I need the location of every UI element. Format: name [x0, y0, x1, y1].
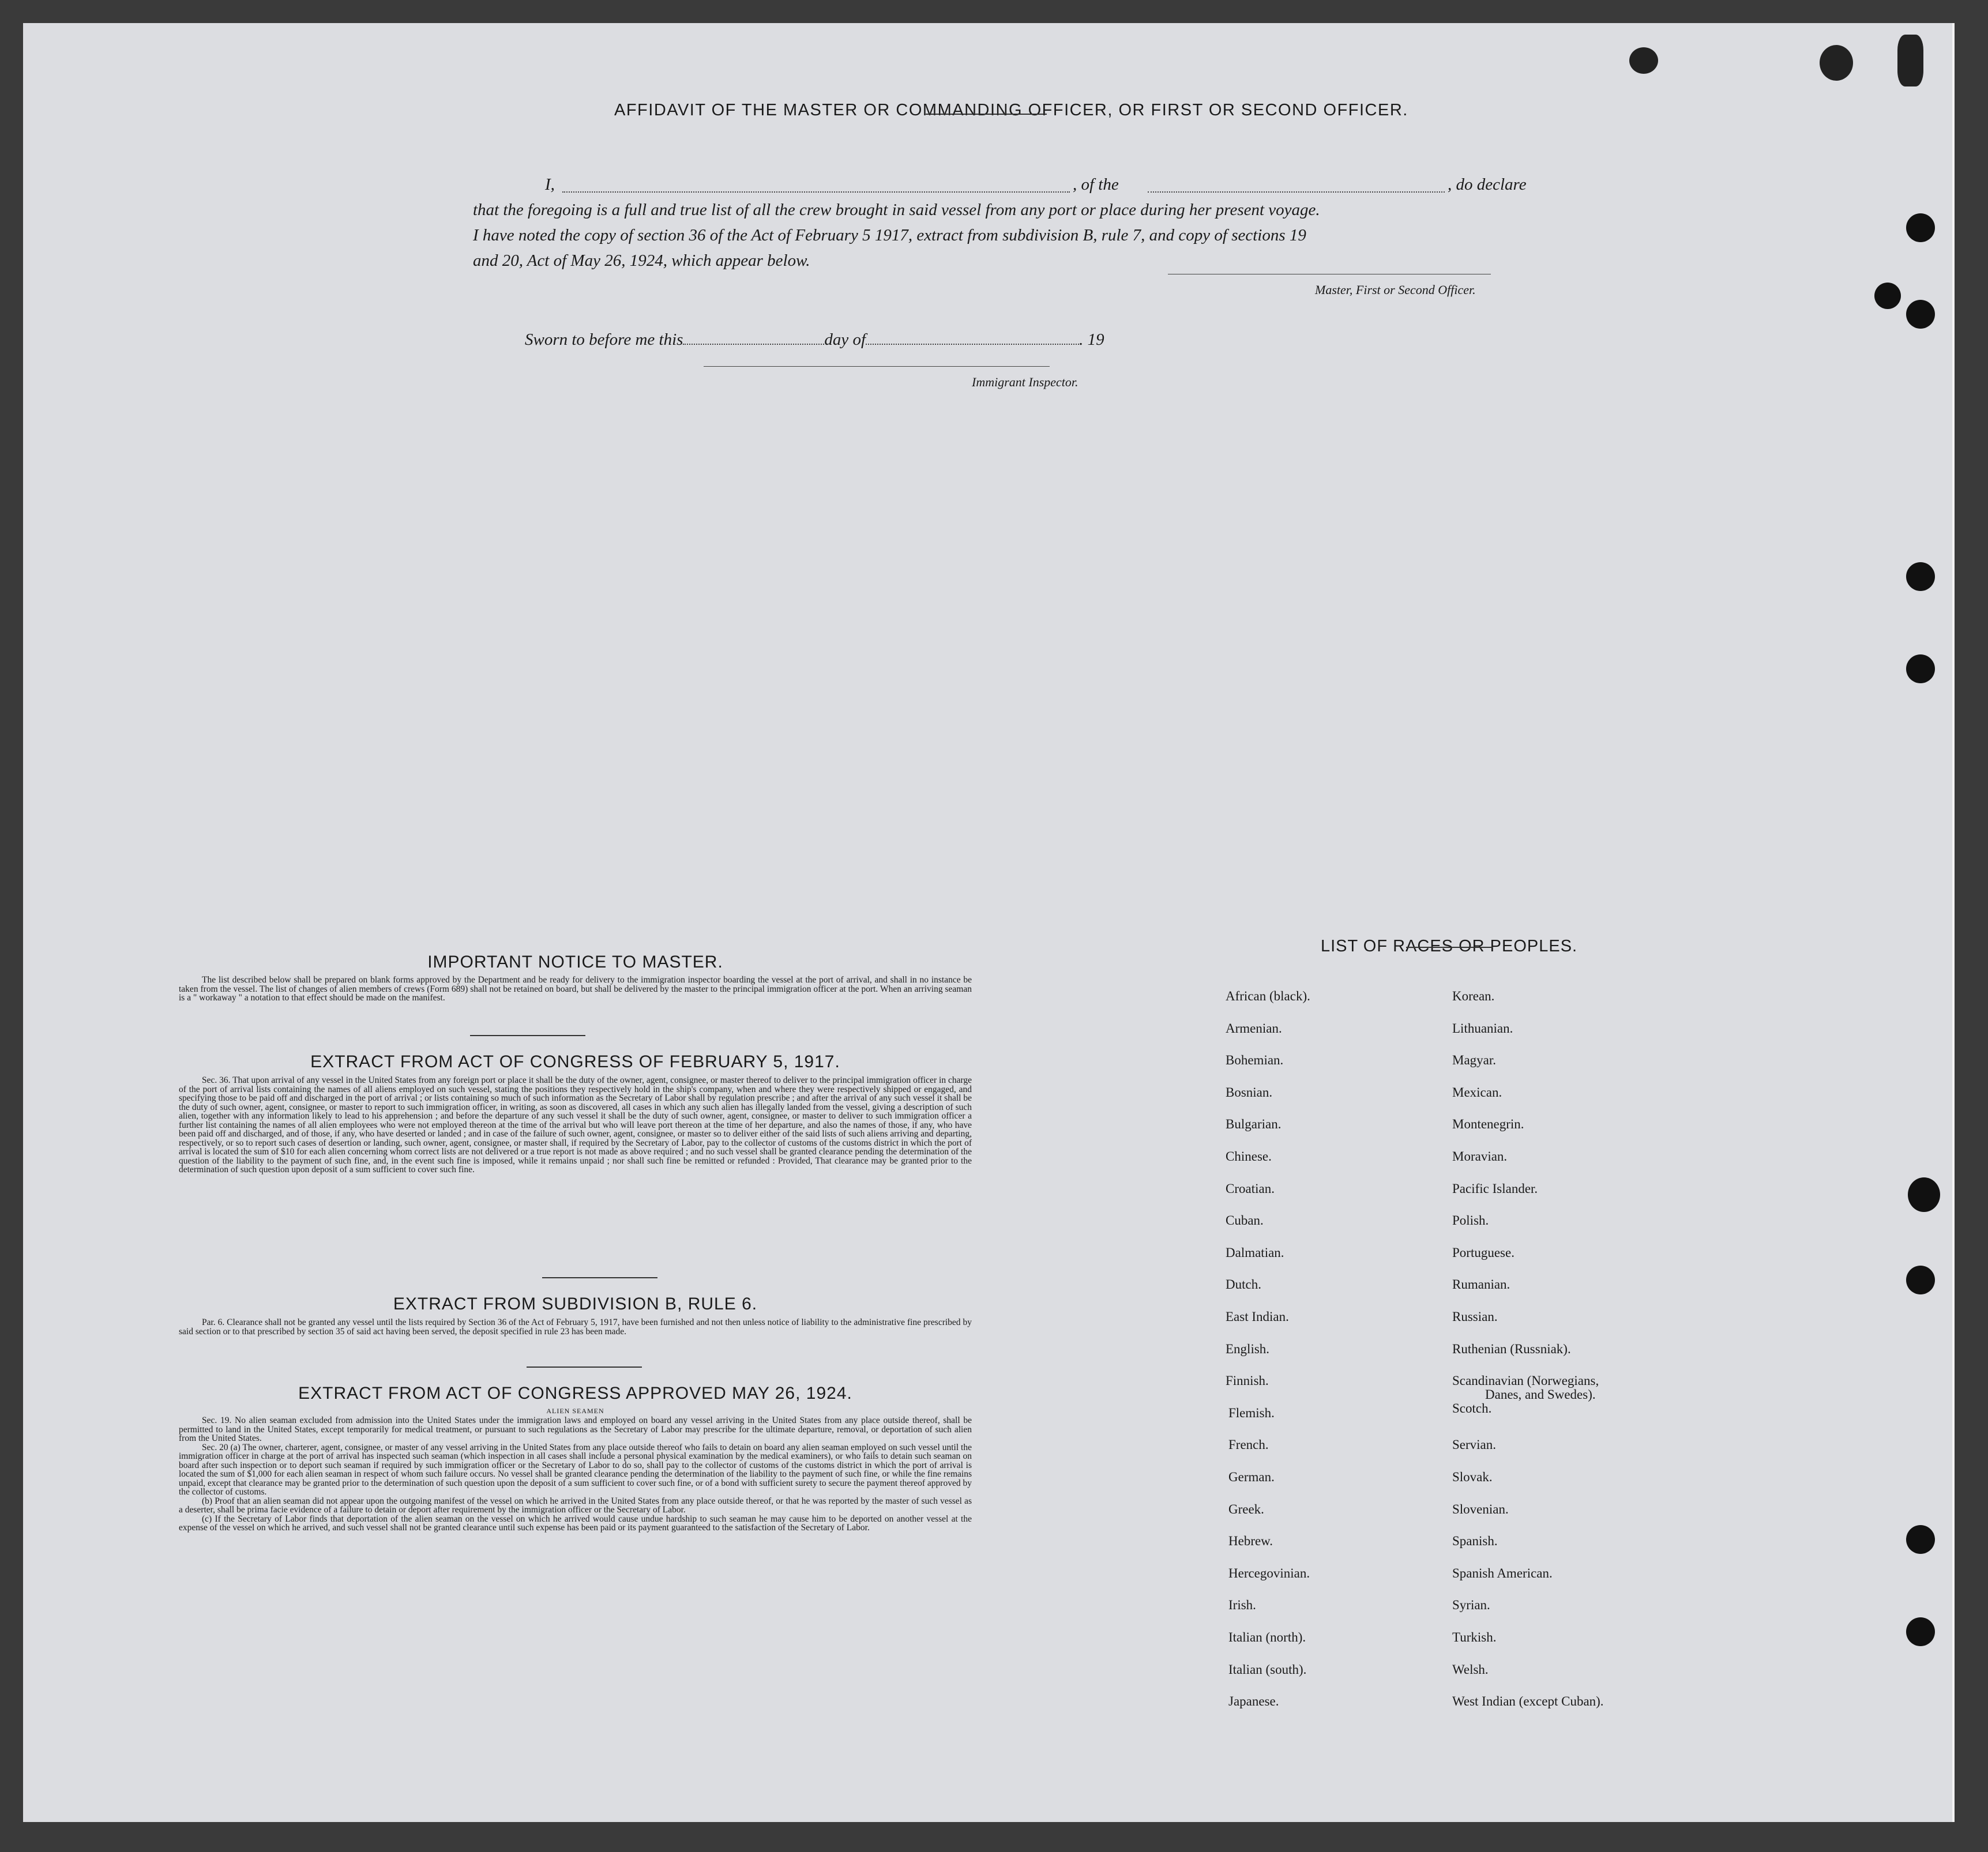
race-item: East Indian. — [1226, 1309, 1289, 1324]
sec-19-text: Sec. 19. No alien seaman excluded from admission into the United States under the immigration laws and employed on board any vessel arriving in the United States from any place outside thereof, shall be permitted to land in the United States, except temporarily for medical treatment, or pursuant to such regulations as the Secretary of Labor may prescribe for the ultimate departure, removal, or deportation of such alien from the United States. — [179, 1416, 972, 1443]
sec-20b-text: (b) Proof that an alien seaman did not appear upon the outgoing manifest of the vessel on which he arrived in the United States from any place outside thereof, or that he was reported by the master of such vessel as a deserter, shall be prima facie evidence of a failure to detain or deport after requirement by the immigration officer or the Secretary of Labor. — [179, 1496, 972, 1515]
affidavit-title: AFFIDAVIT OF THE MASTER OR COMMANDING OFFICER, OR FIRST OR SECOND OFFICER. — [614, 101, 1408, 119]
race-item: Hebrew. — [1228, 1534, 1273, 1549]
race-item: French. — [1228, 1437, 1269, 1452]
extract-1917-title: EXTRACT FROM ACT OF CONGRESS OF FEBRUARY 5, 1917. — [310, 1052, 840, 1071]
alien-seamen-subhead: ALIEN SEAMEN — [546, 1407, 604, 1415]
race-item: Croatian. — [1226, 1181, 1275, 1196]
race-item: Spanish American. — [1452, 1565, 1553, 1580]
document-page — [23, 23, 1955, 1822]
divider — [542, 1277, 657, 1278]
race-item: Spanish. — [1452, 1534, 1498, 1549]
punch-hole — [1906, 300, 1935, 329]
race-item: West Indian (except Cuban). — [1452, 1694, 1604, 1709]
race-item: Moravian. — [1452, 1149, 1508, 1164]
race-item: Bosnian. — [1226, 1085, 1273, 1100]
race-item: Chinese. — [1226, 1149, 1272, 1164]
race-item: Lithuanian. — [1452, 1021, 1513, 1036]
inspector-signature-line[interactable] — [704, 366, 1050, 367]
subdivision-b-title: EXTRACT FROM SUBDIVISION B, RULE 6. — [393, 1294, 758, 1313]
race-item: Rumanian. — [1452, 1277, 1510, 1292]
sec-20c-text: (c) If the Secretary of Labor finds that deportation of the alien seaman on the vessel on which he arrived would cause undue hardship to such seaman he may cause him to be deported on another vessel at the expense of the vessel on which he arrived, and such vessel shall not be granted clearance until such expense has been paid or its payment guaranteed to the satisfaction of the Secretary of Labor. — [179, 1514, 972, 1533]
race-item: Finnish. — [1226, 1373, 1269, 1388]
race-item: Portuguese. — [1452, 1245, 1515, 1260]
notice-text: The list described below shall be prepared on blank forms approved by the Department and be ready for delivery to the immigration inspector boarding the vessel at the port of arrival, and shall in no instance be taken from the vessel. The list of changes of alien members of crews (Form 689) shall not be retained on board, but shall be delivered by the master to the principal immigration officer at the port. When an arriving seaman is a " workaway " a notation to that effect should be made on the manifest. — [179, 975, 972, 1003]
race-item: English. — [1226, 1341, 1270, 1356]
affidavit-line-1 — [473, 172, 1546, 197]
race-item: Slovenian. — [1452, 1501, 1509, 1516]
race-item: Hercegovinian. — [1228, 1565, 1310, 1580]
race-item: Magyar. — [1452, 1053, 1497, 1068]
month-blank[interactable] — [866, 344, 1079, 345]
divider — [527, 1367, 642, 1368]
name-blank[interactable] — [562, 191, 1070, 193]
extract-1924-text — [179, 1416, 972, 1533]
race-item: Armenian. — [1226, 1021, 1282, 1036]
subdivision-b-text: Par. 6. Clearance shall not be granted any vessel until the lists required by Section 36 of the Act of February 5, 1917, have been furnished and not then unless notice of liability to the administrative fine prescribed by said section or to that prescribed by section 35 of said act having been served, the deposit specified in rule 23 has been made. — [179, 1318, 972, 1337]
affidavit-line-3: I have noted the copy of section 36 of the Act of February 5 1917, extract from subdivision B, rule 7, and copy of sections 19 — [473, 226, 1306, 244]
extract-1924-title: EXTRACT FROM ACT OF CONGRESS APPROVED MAY 26, 1924. — [298, 1384, 852, 1403]
race-item: Dutch. — [1226, 1277, 1261, 1292]
race-item: Servian. — [1452, 1437, 1497, 1452]
punch-hole — [1874, 283, 1901, 309]
divider — [1406, 947, 1493, 948]
punch-hole — [1906, 1525, 1935, 1554]
race-item: Danes, and Swedes). — [1485, 1387, 1596, 1402]
race-item: Welsh. — [1452, 1662, 1489, 1677]
punch-hole — [1908, 1177, 1940, 1212]
vessel-blank[interactable] — [1148, 191, 1445, 193]
race-item: Mexican. — [1452, 1085, 1502, 1100]
punch-hole — [1906, 562, 1935, 591]
race-item: Pacific Islander. — [1452, 1181, 1538, 1196]
day-blank[interactable] — [683, 344, 824, 345]
sec-20a-text: Sec. 20 (a) The owner, charterer, agent, consignee, or master of any vessel arriving in the United States from any place outside thereof who fails to detain on board any alien seaman employed on such vessel until the immigration officer in charge at the port of arrival has inspected such seaman (which inspection in all cases shall include a personal physical examination by the medical examiners), or who fails to detain such seaman on board after such inspection or to deport such seaman if required by such immigration officer or the Secretary of Labor to do so, shall pay to the collector of customs of the customs district in which the port of arrival is located the sum of $1,000 for each alien seaman in respect of whom such failure occurs. No vessel shall be granted clearance pending the determination of the liability to the payment of such fine, or while the fine remains unpaid, except that clearance may be granted prior to the determination of such question upon the deposit of a sum sufficient to cover such fine, or of a bond with sufficient surety to secure the payment thereof approved by the collector of customs. — [179, 1442, 972, 1497]
punch-hole — [1906, 1266, 1935, 1294]
race-item: Greek. — [1228, 1501, 1264, 1516]
race-item: Ruthenian (Russniak). — [1452, 1341, 1571, 1356]
race-item: Polish. — [1452, 1213, 1489, 1228]
race-item: Dalmatian. — [1226, 1245, 1284, 1260]
race-item: Irish. — [1228, 1598, 1256, 1613]
punch-hole — [1906, 654, 1935, 683]
race-item: Cuban. — [1226, 1213, 1264, 1228]
race-item: Scotch. — [1452, 1401, 1492, 1416]
punch-hole — [1906, 1617, 1935, 1646]
ink-spot — [1897, 35, 1923, 86]
race-item: African (black). — [1226, 989, 1310, 1003]
divider — [470, 1035, 585, 1036]
affidavit-line-4: and 20, Act of May 26, 1924, which appear below. — [473, 251, 810, 270]
race-item: Japanese. — [1228, 1694, 1279, 1709]
race-item: Bulgarian. — [1226, 1117, 1282, 1132]
race-item: Flemish. — [1228, 1405, 1275, 1420]
inspector-label: Immigrant Inspector. — [972, 375, 1078, 389]
race-item: Bohemian. — [1226, 1053, 1284, 1068]
race-item: Syrian. — [1452, 1598, 1490, 1613]
race-item: Russian. — [1452, 1309, 1498, 1324]
sworn-year: . 19 — [1079, 330, 1104, 349]
race-item: Slovak. — [1452, 1470, 1493, 1484]
sworn-line — [525, 330, 1104, 349]
affidavit-do-declare: , do declare — [1448, 175, 1527, 194]
divider — [926, 114, 1047, 115]
ink-spot — [1820, 45, 1853, 81]
notice-title: IMPORTANT NOTICE TO MASTER. — [427, 953, 723, 972]
affidavit-i: I, — [545, 175, 555, 194]
affidavit-line-2: that the foregoing is a full and true list of all the crew brought in said vessel from any port or place during her present voyage. — [473, 201, 1320, 219]
race-item: Turkish. — [1452, 1630, 1497, 1644]
race-item: Korean. — [1452, 989, 1495, 1003]
sworn-prefix: Sworn to before me this — [525, 330, 683, 349]
races-title: LIST OF RACES OR PEOPLES. — [1321, 937, 1578, 955]
race-item: Italian (north). — [1228, 1630, 1306, 1644]
extract-1917-text: Sec. 36. That upon arrival of any vessel in the United States from any foreign port or place it shall be the duty of the owner, agent, consignee, or master thereof to deliver to the principal immigration officer in charge of the port of arrival lists containing the names of all aliens employed on such vessel, stating the positions they respectively hold in the ship's company, when and where they were respectively shipped or engaged, and specifying those to be paid off and discharged in the port of arrival ; or lists containing so much of such information as the Secretary of Labor shall by regulation prescribe ; and after the arrival of any such vessel it shall be the duty of such owner, agent, consignee, or master to report to such immigration officer, in writing, as soon as discovered, all cases in which any such alien has illegally landed from the vessel, giving a description of such alien, together with any information likely to lead to his apprehension ; and before the departure of any such vessel it shall be the duty of such owner, agent, consignee, or master to deliver to such immigration officer a further list containing the names of all alien employees who were not employed thereon at the time of the arrival but who will leave port thereon at the time of her departure, and also the names of those, if any, who have been paid off and discharged, and of those, if any, who have deserted or landed ; and in case of the failure of such owner, agent, consignee, or master so to deliver either of the said lists of such aliens arriving and departing, respectively, or so to report such cases of desertion or landing, such owner, agent, consignee, or master shall, if required by the Secretary of Labor, pay to the collector of customs of the customs district in which the port of arrival is located the sum of $10 for each alien concerning whom correct lists are not delivered or a true report is not made as above required ; and no such vessel shall be granted clearance pending the determination of the question of the liability to the payment of such fine, and, in the event such fine is imposed, while it remains unpaid ; nor shall such fine be remitted or refunded : Provided, That clearance may be granted prior to the determination of such question upon deposit of a sum sufficient to cover such fine. — [179, 1075, 972, 1175]
sworn-day-of: day of — [824, 330, 866, 349]
race-item: German. — [1228, 1470, 1275, 1484]
affidavit-text — [473, 172, 1546, 273]
ink-spot — [1629, 47, 1658, 74]
master-label: Master, First or Second Officer. — [1315, 283, 1476, 297]
race-item: Italian (south). — [1228, 1662, 1307, 1677]
race-item: Scandinavian (Norwegians, — [1452, 1373, 1599, 1388]
punch-hole — [1906, 213, 1935, 242]
race-item: Montenegrin. — [1452, 1117, 1524, 1132]
affidavit-of-the: , of the — [1073, 175, 1119, 194]
